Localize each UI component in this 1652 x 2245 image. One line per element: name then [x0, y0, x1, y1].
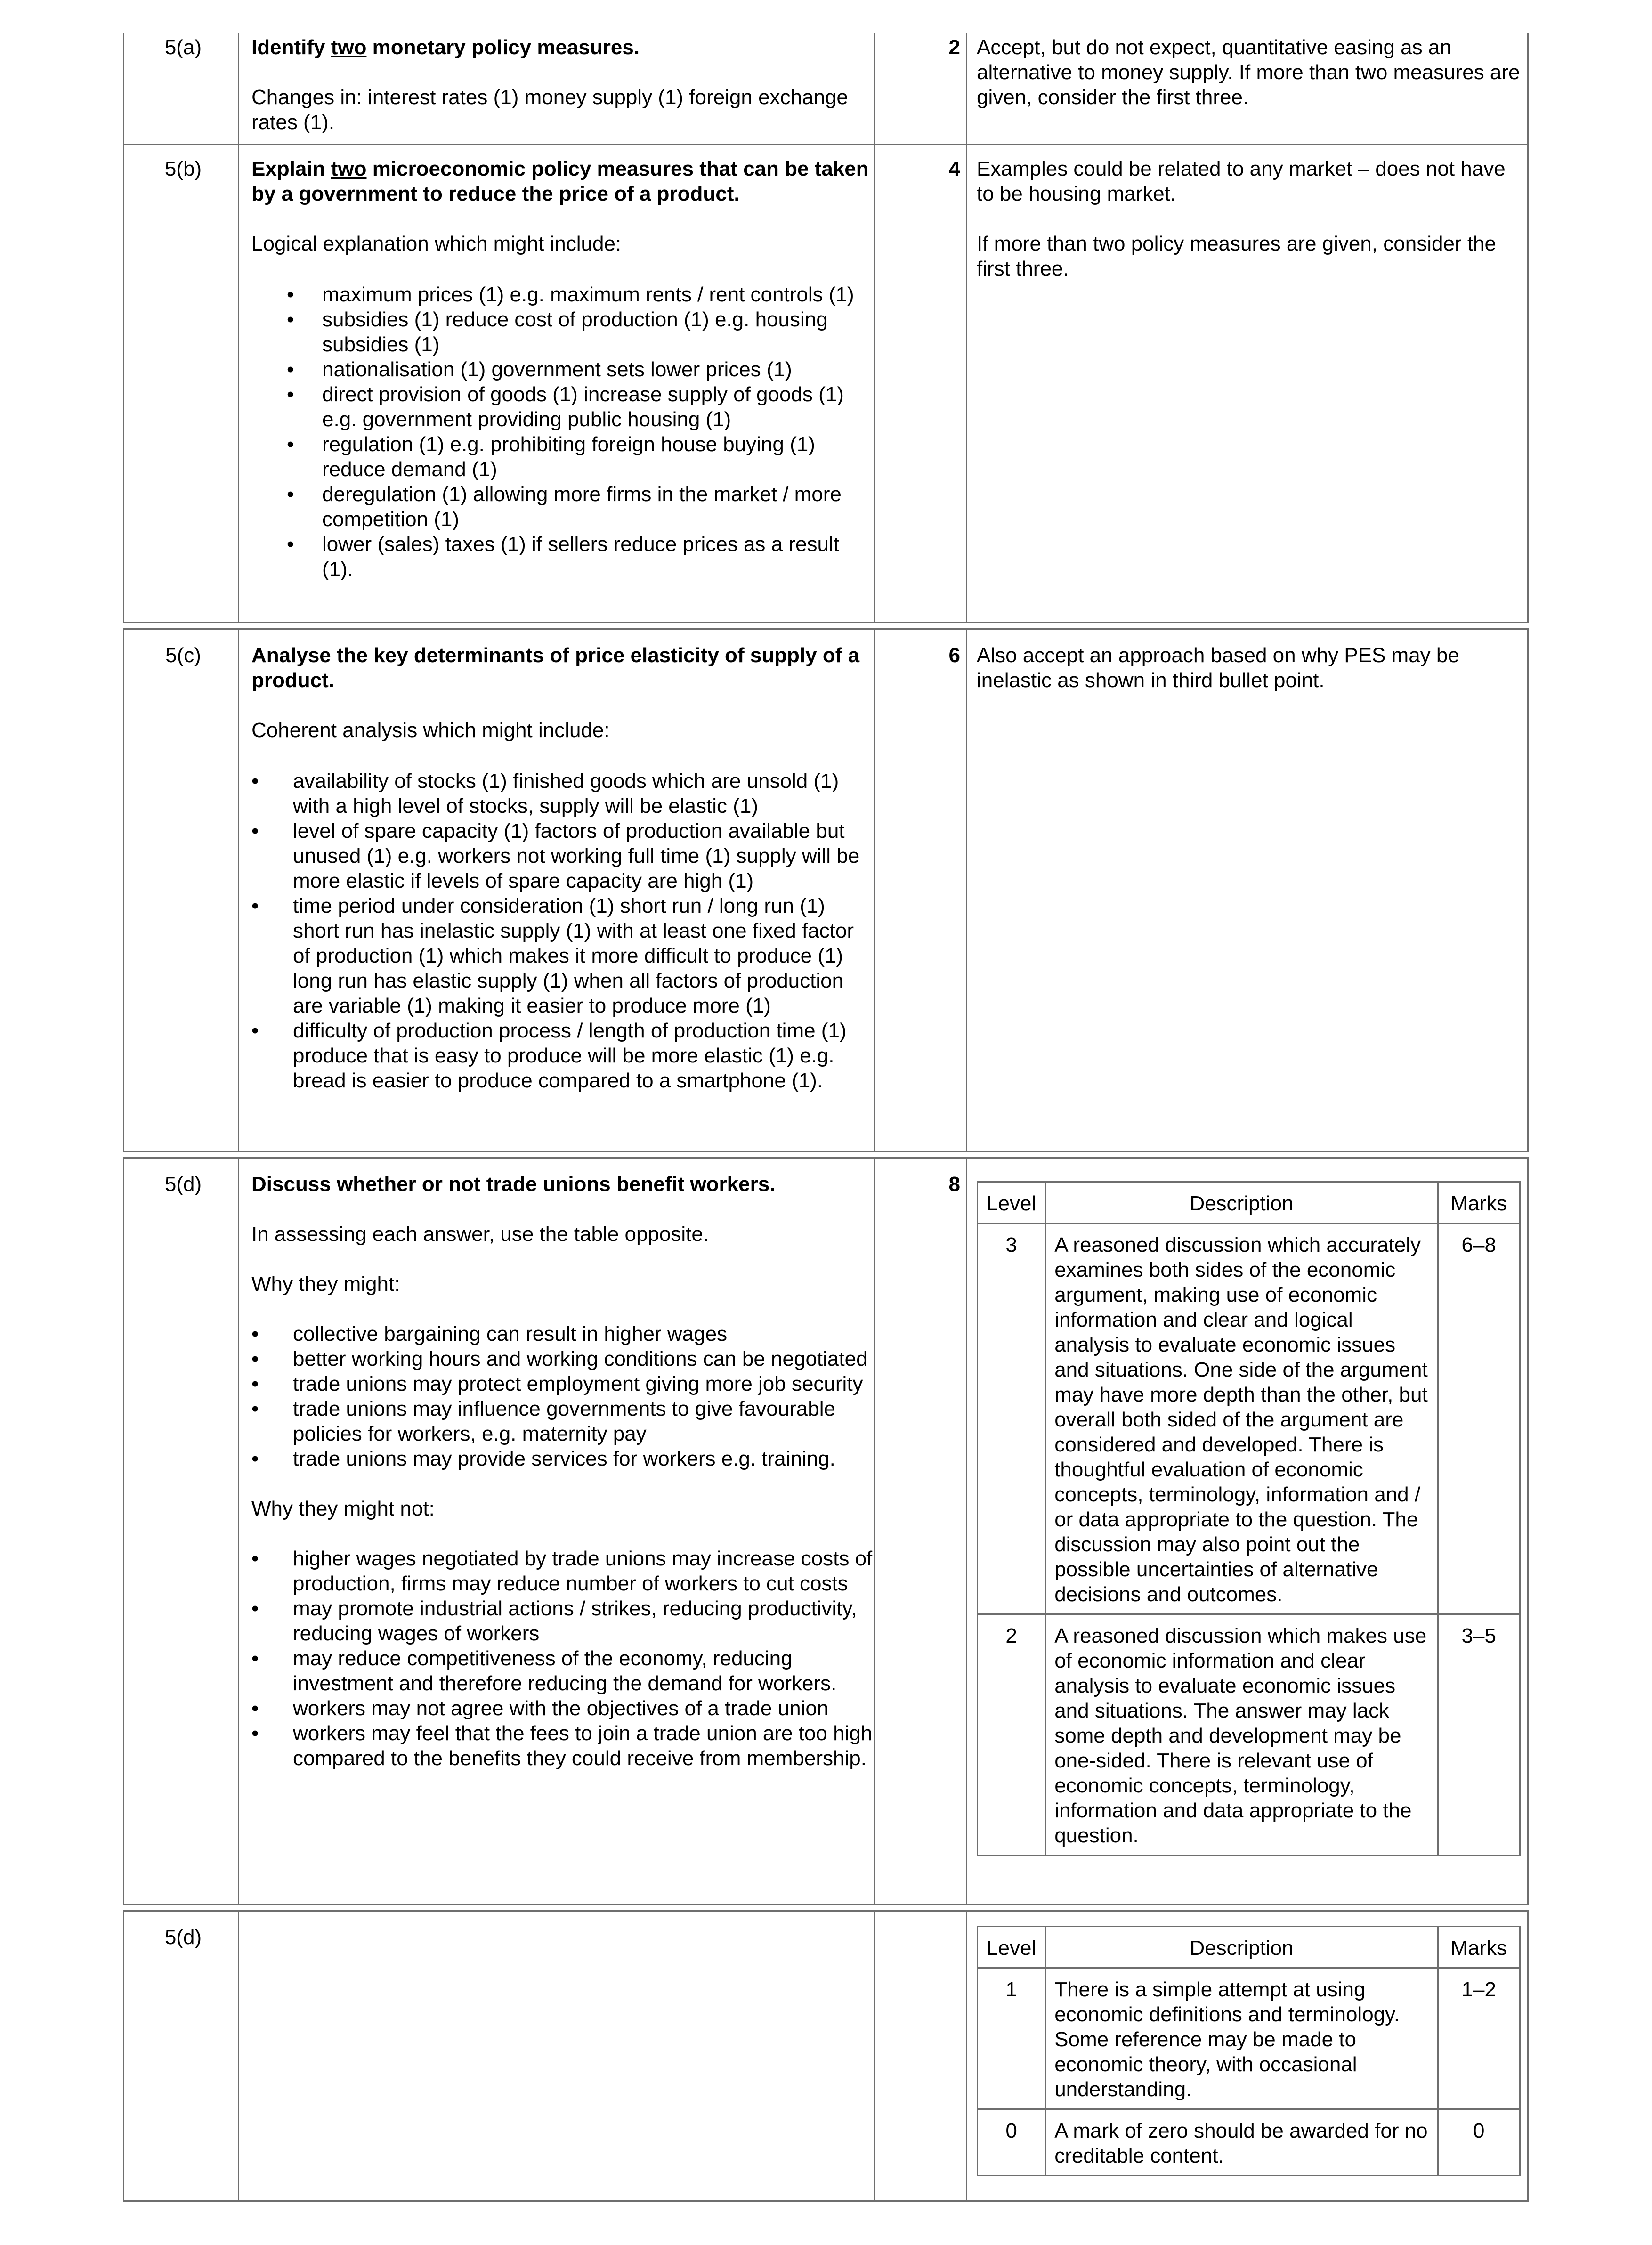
- list-item: • may promote industrial actions / strikes, reducing productivity, reducing wages of workers: [251, 1596, 873, 1646]
- list-item: • collective bargaining can result in higher wages: [251, 1321, 873, 1346]
- question-number: 5(b): [164, 157, 202, 180]
- list-item: • time period under consideration (1) short run / long run (1) short run has inelastic supply (1) with at least one fixed factor of production (1) which makes it more difficult to produce (1) long run has elastic supply (1) when all factors of production are variable (1) making it easier to produce more (1): [251, 893, 873, 1018]
- description-cell: There is a simple attempt at using economic definitions and terminology. Some reference may be made to economic theory, with occasional understanding.: [1045, 1968, 1438, 2109]
- answer-intro: Logical explanation which might include:: [251, 232, 622, 255]
- level-descriptor-table: [977, 1181, 1521, 1856]
- column-header-description: Description: [1045, 1182, 1438, 1224]
- section-heading: Why they might not:: [251, 1497, 435, 1520]
- question-number: 5(d): [164, 1926, 202, 1949]
- column-header-description: Description: [1045, 1927, 1438, 1968]
- description-cell: A mark of zero should be awarded for no creditable content.: [1045, 2109, 1438, 2176]
- divider: [123, 2200, 1529, 2202]
- row-5c: [123, 630, 1529, 1151]
- list-item: • trade unions may provide services for workers e.g. training.: [251, 1446, 873, 1471]
- question-text: Explain two microeconomic policy measures that can be taken by a government to reduce the price of a product.: [251, 157, 869, 205]
- column-header-marks: Marks: [1438, 1927, 1520, 1968]
- list-item: • level of spare capacity (1) factors of production available but unused (1) e.g. workers not working full time (1) supply will be more elastic if levels of spare capacity are high (1): [251, 819, 873, 893]
- answer-bullet-list: [251, 1321, 873, 1471]
- marks-value: 8: [948, 1173, 960, 1196]
- level-cell: 2: [978, 1614, 1045, 1856]
- list-item: • nationalisation (1) government sets lower prices (1): [251, 357, 873, 382]
- guidance-text: Accept, but do not expect, quantitative easing as an alternative to money supply. If more than two measures are given, consider the first three.: [977, 36, 1520, 109]
- marks-cell: 1–2: [1438, 1968, 1520, 2109]
- list-item: • maximum prices (1) e.g. maximum rents / rent controls (1): [251, 282, 873, 307]
- list-item: • subsidies (1) reduce cost of production (1) e.g. housing subsidies (1): [251, 307, 873, 357]
- guidance-text: Also accept an approach based on why PES may be inelastic as shown in third bullet point.: [977, 644, 1459, 692]
- answer-bullet-list: [251, 282, 873, 582]
- level-descriptor-table: [977, 1926, 1521, 2176]
- answer-intro: Coherent analysis which might include:: [251, 719, 610, 742]
- table-row: [978, 1968, 1520, 2109]
- list-item: • workers may not agree with the objectives of a trade union: [251, 1696, 873, 1721]
- answer-bullet-list: [251, 769, 873, 1093]
- divider: [123, 1904, 1529, 1905]
- list-item: • trade unions may protect employment giving more job security: [251, 1371, 873, 1396]
- list-item: • availability of stocks (1) finished goods which are unsold (1) with a high level of stocks, supply will be elastic (1): [251, 769, 873, 819]
- list-item: • may reduce competitiveness of the economy, reducing investment and therefore reducing the demand for workers.: [251, 1646, 873, 1696]
- answer-text: Changes in: interest rates (1) money supply (1) foreign exchange rates (1).: [251, 86, 848, 134]
- list-item: • better working hours and working conditions can be negotiated: [251, 1346, 873, 1371]
- list-item: • higher wages negotiated by trade unions may increase costs of production, firms may reduce number of workers to cut costs: [251, 1546, 873, 1596]
- row-5b: [123, 145, 1529, 622]
- column-header-level: Level: [978, 1182, 1045, 1224]
- column-header-marks: Marks: [1438, 1182, 1520, 1224]
- answer-cell: [251, 643, 873, 1093]
- marks-cell: 6–8: [1438, 1224, 1520, 1614]
- description-cell: A reasoned discussion which makes use of economic information and clear analysis to evaluate economic issues and situations. The answer may lack some depth and development may be one-sided. There is relevant use of economic concepts, terminology, information and data appropriate to the question.: [1045, 1614, 1438, 1856]
- marks-value: 6: [948, 644, 960, 667]
- list-item: • trade unions may influence governments to give favourable policies for workers, e.g. maternity pay: [251, 1396, 873, 1446]
- marks-value: 2: [948, 36, 960, 59]
- row-5d: [123, 1159, 1529, 1904]
- section-heading: Why they might:: [251, 1272, 400, 1296]
- list-item: • difficulty of production process / length of production time (1) produce that is easy to produce will be more elastic (1) e.g. bread is easier to produce compared to a smartphone (1).: [251, 1018, 873, 1093]
- divider: [123, 1151, 1529, 1152]
- answer-bullet-list: [251, 1546, 873, 1771]
- guidance-text: Examples could be related to any market – does not have to be housing market.: [977, 157, 1506, 205]
- question-number: 5(d): [164, 1173, 202, 1196]
- list-item: • workers may feel that the fees to join a trade union are too high compared to the benefits they could receive from membership.: [251, 1721, 873, 1771]
- table-row: [978, 1614, 1520, 1856]
- question-number: 5(a): [164, 36, 202, 59]
- description-cell: A reasoned discussion which accurately examines both sides of the economic argument, making use of economic information and clear and logical analysis to evaluate economic issues and situations. One side of the argument may have more depth than the other, but overall both sided of the argument are considered and developed. There is thoughtful evaluation of economic concepts, terminology, information and / or data appropriate to the question. The discussion may also point out the possible uncertainties of alternative decisions and outcomes.: [1045, 1224, 1438, 1614]
- question-text: Discuss whether or not trade unions benefit workers.: [251, 1173, 776, 1196]
- level-cell: 0: [978, 2109, 1045, 2176]
- marks-value: 4: [948, 157, 960, 180]
- question-number: 5(c): [165, 644, 201, 667]
- list-item: • regulation (1) e.g. prohibiting foreign house buying (1) reduce demand (1): [251, 432, 873, 482]
- table-header-row: [978, 1927, 1520, 1968]
- answer-cell: [251, 156, 873, 582]
- question-text: Identify two monetary policy measures.: [251, 36, 640, 59]
- answer-cell: [251, 1172, 873, 1771]
- divider: [123, 622, 1529, 623]
- answer-cell: [251, 35, 873, 135]
- level-cell: 3: [978, 1224, 1045, 1614]
- list-item: • direct provision of goods (1) increase supply of goods (1) e.g. government providing public housing (1): [251, 382, 873, 432]
- marks-cell: 3–5: [1438, 1614, 1520, 1856]
- table-header-row: [978, 1182, 1520, 1224]
- answer-intro: In assessing each answer, use the table opposite.: [251, 1223, 709, 1246]
- guidance-text: If more than two policy measures are given, consider the first three.: [977, 232, 1496, 280]
- row-5d-continued: [123, 1912, 1529, 2200]
- row-5a: [123, 33, 1529, 144]
- table-row: [978, 2109, 1520, 2176]
- guidance-cell: [977, 156, 1523, 281]
- column-header-level: Level: [978, 1927, 1045, 1968]
- level-cell: 1: [978, 1968, 1045, 2109]
- list-item: • lower (sales) taxes (1) if sellers reduce prices as a result (1).: [251, 532, 873, 582]
- table-row: [978, 1224, 1520, 1614]
- marks-cell: 0: [1438, 2109, 1520, 2176]
- question-text: Analyse the key determinants of price elasticity of supply of a product.: [251, 644, 860, 692]
- list-item: • deregulation (1) allowing more firms in the market / more competition (1): [251, 482, 873, 532]
